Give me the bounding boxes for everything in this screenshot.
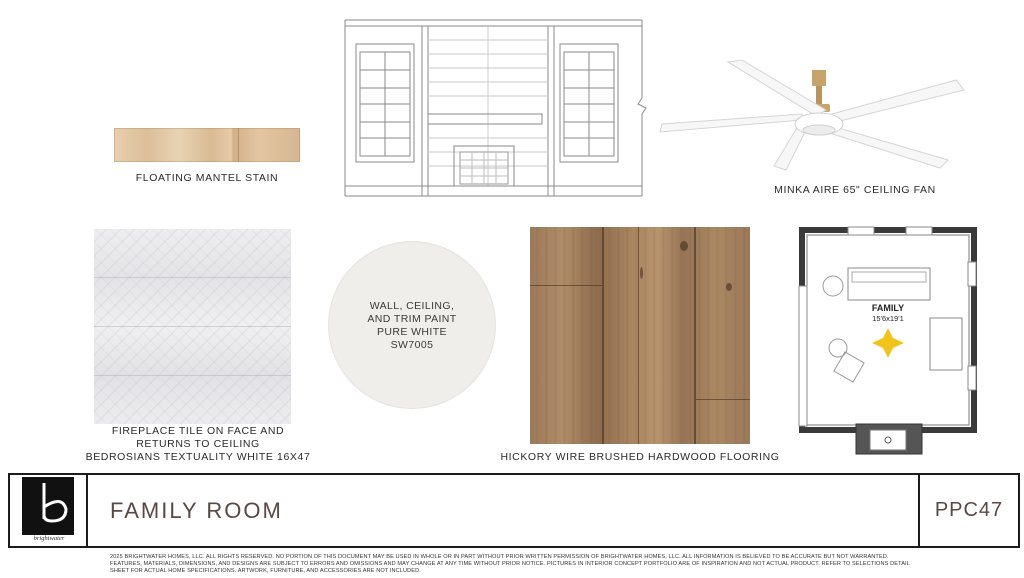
plan-room-name: FAMILY (871, 303, 905, 313)
family-room-floor-plan (798, 226, 978, 458)
brightwater-logo (22, 477, 74, 535)
fireplace-elevation-drawing (340, 18, 652, 200)
ceiling-fan-image (656, 60, 968, 176)
paint-caption-line: AND TRIM PAINT (367, 313, 457, 325)
paint-caption (329, 300, 495, 352)
legal-disclaimer: 2025 BRIGHTWATER HOMES, LLC. ALL RIGHTS RESERVED. NO PORTION OF THIS DOCUMENT MAY BE USED IN WHOLE OR IN PART WITHOUT PRIOR WRITTEN PERMISSION OF BRIGHTWATER HOMES, LLC. ALL INFORMATION IS BELIEVED TO BE ACCURATE BUT NOT WARRANTED. FEATURES, MATERIALS, DIMENSIONS, AND DESIGNS ARE SUBJECT TO ERRORS AND OMISSIONS AND MAY CHANGE AT ANY TIME WITHOUT PRIOR NOTICE. PICTURES IN INTERIOR CONCEPT PORTFOLIO ARE OF INSPIRATION AND NOT ACTUAL PRODUCT. REFER TO SELECTIONS DETAIL SHEET FOR ACTUAL HOME SPECIFICATIONS. ARTWORK, FURNITURE, AND ACCESSORIES ARE NOT INCLUDED. (110, 554, 910, 574)
paint-caption-line: SW7005 (390, 339, 434, 351)
plan-code: PPC47 (934, 499, 1004, 521)
tile-caption (84, 425, 312, 464)
plan-code-box (918, 475, 1018, 546)
floor-caption: HICKORY WIRE BRUSHED HARDWOOD FLOORING (500, 451, 780, 463)
mantel-caption: FLOATING MANTEL STAIN (135, 172, 279, 184)
tile-caption-line: BEDROSIANS TEXTUALITY WHITE 16X47 (85, 451, 311, 463)
hardwood-floor-swatch (530, 227, 750, 444)
paint-swatch (329, 242, 495, 408)
logo-mark-icon (22, 477, 74, 535)
tile-caption-line: FIREPLACE TILE ON FACE AND (111, 425, 285, 437)
paint-caption-line: WALL, CEILING, (369, 300, 455, 312)
mantel-stain-swatch (114, 128, 300, 162)
plan-room-size: 15'6x19'1 (872, 314, 904, 323)
fan-caption: MINKA AIRE 65" CEILING FAN (774, 184, 936, 196)
logo-wordmark: brightwater (33, 535, 65, 542)
paint-caption-line: PURE WHITE (377, 326, 447, 338)
fireplace-tile-swatch (94, 229, 291, 424)
logo-box (10, 475, 88, 546)
page-title: FAMILY ROOM (110, 498, 283, 523)
tile-caption-line: RETURNS TO CEILING (136, 438, 260, 450)
